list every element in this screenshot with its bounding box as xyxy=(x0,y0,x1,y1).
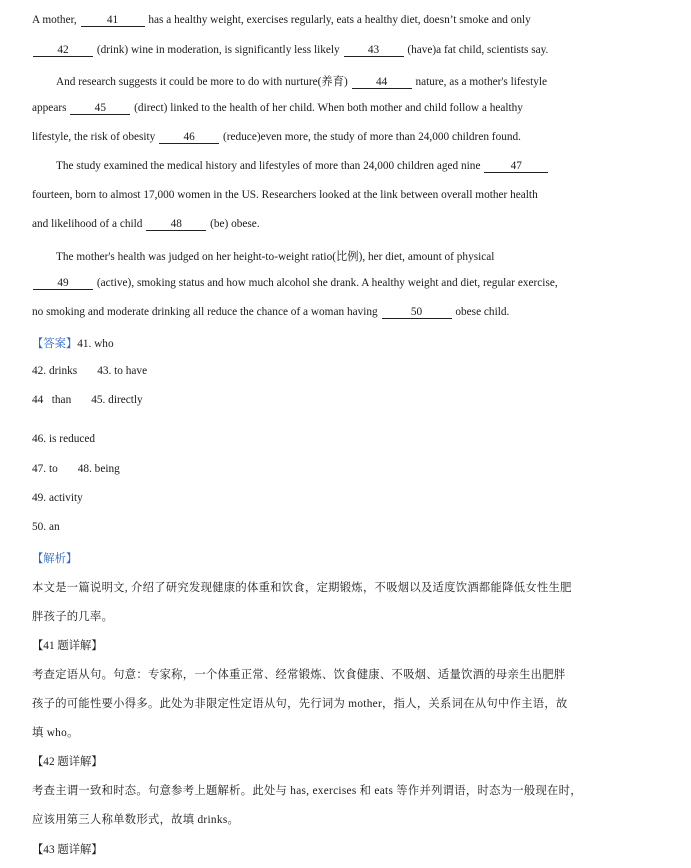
analysis-text: 孩子的可能性要小得多。此处为非限定性定语从句，先行词为 mother，指人，关系词在从句中作主语，故 xyxy=(32,698,568,710)
blank-44: 44 xyxy=(352,76,412,89)
passage-text: and likelihood of a child xyxy=(32,218,143,230)
passage-line xyxy=(32,218,260,231)
passage-text: nature, as a mother's lifestyle xyxy=(415,76,548,88)
passage-text: obese child. xyxy=(455,306,510,318)
passage-line xyxy=(32,102,523,115)
answer-43: 43. to have xyxy=(97,365,148,377)
answer-44: 44 than xyxy=(32,394,72,406)
analysis-text: 胖孩子的几率。 xyxy=(32,611,114,623)
question-41-title: 【41 题详解】 xyxy=(32,640,103,652)
passage-line xyxy=(32,44,548,57)
analysis-text: 考查定语从句。句意：专家称，一个体重正常、经常锻炼、饮食健康、不吸烟、适量饮酒的母亲生出肥胖 xyxy=(32,669,566,681)
passage-text: The study examined the medical history and lifestyles of more than 24,000 children aged nine xyxy=(56,160,481,172)
passage-line xyxy=(32,189,538,201)
answer-45: 45. directly xyxy=(91,394,143,406)
answer-line xyxy=(32,433,95,445)
passage-line xyxy=(32,14,531,27)
passage-text: (have)a fat child, scientists say. xyxy=(407,44,549,56)
answer-line xyxy=(32,492,83,504)
answer-42: 42. drinks xyxy=(32,365,78,377)
question-43-title: 【43 题详解】 xyxy=(32,844,103,856)
blank-50: 50 xyxy=(382,306,452,319)
passage-text: The mother's health was judged on her height-to-weight ratio(比例), her diet, amount of physical xyxy=(56,251,495,263)
blank-43: 43 xyxy=(344,44,404,57)
answer-line xyxy=(32,335,114,351)
passage-line xyxy=(56,73,547,89)
passage-text: (be) obese. xyxy=(210,218,260,230)
answer-label: 【答案】 xyxy=(32,338,78,350)
answer-41: 41. who xyxy=(77,338,114,350)
passage-text: (drink) wine in moderation, is significantly less likely xyxy=(96,44,340,56)
passage-text: lifestyle, the risk of obesity xyxy=(32,131,156,143)
blank-46: 46 xyxy=(159,131,219,144)
analysis-text: 填 who。 xyxy=(32,727,79,739)
answer-line xyxy=(32,521,60,533)
passage-line xyxy=(32,277,558,290)
answer-46: 46. is reduced xyxy=(32,433,96,445)
passage-line xyxy=(32,131,521,144)
answer-line xyxy=(32,394,143,406)
passage-line xyxy=(56,248,494,264)
question-42-title: 【42 题详解】 xyxy=(32,756,103,768)
blank-47: 47 xyxy=(484,160,548,173)
answer-48: 48. being xyxy=(77,463,120,475)
passage-text: (direct) linked to the health of her child. When both mother and child follow a healthy xyxy=(134,102,523,114)
analysis-text: 应该用第三人称单数形式，故填 drinks。 xyxy=(32,814,240,826)
analysis-text: 考查主谓一致和时态。句意参考上题解析。此处与 has, exercises 和 eats 等作并列谓语，时态为一般现在时， xyxy=(32,785,582,797)
blank-42: 42 xyxy=(33,44,93,57)
passage-text: fourteen, born to almost 17,000 women in the US. Researchers looked at the link between overall mother health xyxy=(32,189,538,201)
blank-41: 41 xyxy=(81,14,145,27)
passage-text: (active), smoking status and how much alcohol she drank. A healthy weight and diet, regular exercise, xyxy=(96,277,558,289)
answer-49: 49. activity xyxy=(32,492,83,504)
blank-49: 49 xyxy=(33,277,93,290)
analysis-label: 【解析】 xyxy=(32,553,78,565)
analysis-text: 本文是一篇说明文, 介绍了研究发现健康的体重和饮食，定期锻炼，不吸烟以及适度饮酒都能降低女性生肥 xyxy=(32,582,572,594)
answer-line xyxy=(32,463,120,475)
blank-48: 48 xyxy=(146,218,206,231)
passage-text: no smoking and moderate drinking all reduce the chance of a woman having xyxy=(32,306,378,318)
blank-45: 45 xyxy=(70,102,130,115)
answer-50: 50. an xyxy=(32,521,60,533)
passage-text: appears xyxy=(32,102,67,114)
passage-line xyxy=(32,306,509,319)
passage-text: (reduce)even more, the study of more than 24,000 children found. xyxy=(222,131,521,143)
passage-text: has a healthy weight, exercises regularly, eats a healthy diet, doesn’t smoke and only xyxy=(148,14,531,26)
passage-text: And research suggests it could be more to do with nurture(养育) xyxy=(56,76,348,88)
answer-line xyxy=(32,365,147,377)
answer-47: 47. to xyxy=(32,463,58,475)
passage-text: A mother, xyxy=(32,14,77,26)
passage-line xyxy=(56,160,549,173)
